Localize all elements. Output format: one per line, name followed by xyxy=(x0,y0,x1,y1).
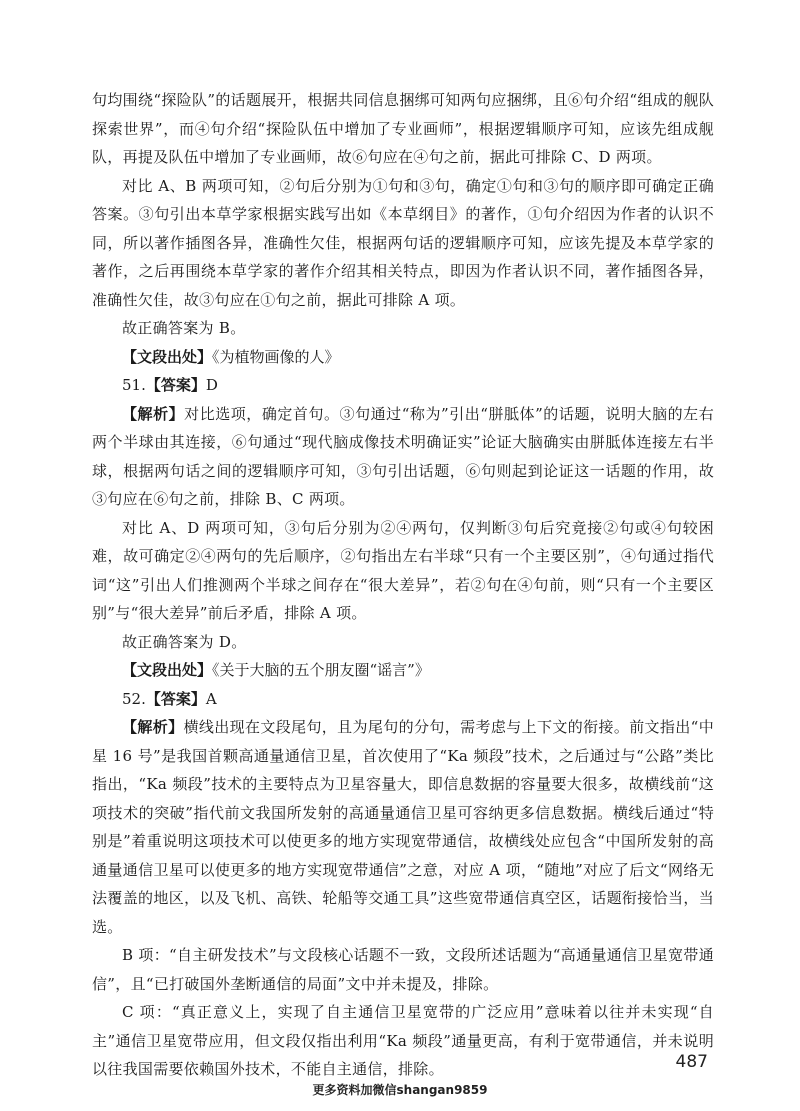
analysis-text: 横线出现在文段尾句，且为尾句的分句，需考虑与上下文的衔接。前文指出“中星 16 号”是我国首颗高通量通信卫星，首次使用了“Ka 频段”技术，之后通过与“公路”类比指出，“Ka 频段”技术的主要特点为卫星容量大，即信息数据的容量要大很多，故横线前“这项技术的突破”指代前文我国所发射的高通量通信卫星可容纳更多信息数据。横线后通过“特别是”着重说明这项技术可以使更多的地方实现宽带通信，故横线处应包含“中国所发射的高通量通信卫星可以使更多的地方实现宽带通信”之意，对应 A 项，“随地”对应了后文“网络无法覆盖的地区，以及飞机、高铁、轮船等交通工具”这些宽带通信真空区，话题衔接恰当，当选。 xyxy=(92,718,715,936)
question-number: 52. xyxy=(122,689,146,708)
analysis-text: 对比选项，确定首句。③句通过“称为”引出“胼胝体”的话题，说明大脑的左右两个半球由其连接，⑥句通过“现代脑成像技术明确证实”论证大脑确实由胼胝体连接左右半球，根据两句话之间的逻辑顺序可知，③句引出话题，⑥句则起到论证这一话题的作用，故③句应在⑥句之前，排除 B、C 两项。 xyxy=(92,404,714,508)
q52-analysis xyxy=(92,713,714,941)
answer-value: D xyxy=(205,376,218,394)
page-number: 487 xyxy=(675,1052,708,1072)
q52-answer-line xyxy=(92,685,714,714)
answer-label: 【答案】 xyxy=(145,689,206,708)
compare-options-paragraph: 对比 A、B 两项可知，②句后分别为①句和③句，确定①句和③句的顺序即可确定正确答案。③句引出本草学家根据实践写出如《本草纲目》的著作，①句介绍因为作者的认识不同，所以著作插图各异，准确性欠佳，根据两句话的逻辑顺序可知，应该先提及本草学家的著作，之后再围绕本草学家的著作介绍其相关特点，即因为作者认识不同，著作插图各异，准确性欠佳，故③句应在①句之前，据此可排除 A 项。 xyxy=(92,176,714,309)
q51-source xyxy=(92,656,714,685)
answer-label: 【答案】 xyxy=(145,376,206,394)
q51-conclusion: 故正确答案为 D。 xyxy=(122,632,247,651)
q51-answer-line xyxy=(92,371,714,400)
continued-analysis-paragraph: 句均围绕“探险队”的话题展开，根据共同信息捆绑可知两句应捆绑，且⑥句介绍“组成的舰队探索世界”，而④句介绍“探险队伍中增加了专业画师”，根据逻辑顺序可知，应该先组成舰队，再提及队伍中增加了专业画师，故⑥句应在④句之前，据此可排除 C、D 两项。 xyxy=(92,91,714,166)
answer-explanation-page xyxy=(92,86,714,1084)
answer-value: A xyxy=(205,689,217,708)
footer-note: 更多资料加微信shangan9859 xyxy=(312,1083,488,1097)
source-title: 《为植物画像的人》 xyxy=(212,347,340,366)
source-title: 《关于大脑的五个朋友圈“谣言”》 xyxy=(212,661,430,679)
q52-option-c: C 项：“真正意义上，实现了自主通信卫星宽带的广泛应用”意味着以往并未实现“自主”通信卫星宽带应用，但文段仅指出利用“Ka 频段”通量更高，有利于宽带通信，并未说明以往我国需要依赖国外技术，不能自主通信，排除。 xyxy=(92,1003,714,1078)
q51-analysis-continued: 对比 A、D 两项可知，③句后分别为②④两句，仅判断③句后究竟接②句或④句较困难，故可确定②④两句的先后顺序，②句指出左右半球“只有一个主要区别”，④句通过指代词“这”引出人们推测两个半球之间存在“很大差异”，若②句在④句前，则“只有一个主要区别”与“很大差异”前后矛盾，排除 A 项。 xyxy=(92,518,714,622)
analysis-label: 【解析】 xyxy=(122,404,185,423)
source-label: 【文段出处】 xyxy=(122,661,213,679)
q51-analysis xyxy=(92,400,714,514)
q50-source xyxy=(92,343,714,372)
q52-option-b: B 项：“自主研发技术”与文段核心话题不一致，文段所述话题为“高通量通信卫星宽带通信”，且“已打破国外垄断通信的局面”文中并未提及，排除。 xyxy=(92,946,714,993)
source-label: 【文段出处】 xyxy=(122,347,213,366)
question-number: 51. xyxy=(122,376,146,394)
analysis-label: 【解析】 xyxy=(122,718,184,736)
q50-conclusion: 故正确答案为 B。 xyxy=(122,319,246,337)
